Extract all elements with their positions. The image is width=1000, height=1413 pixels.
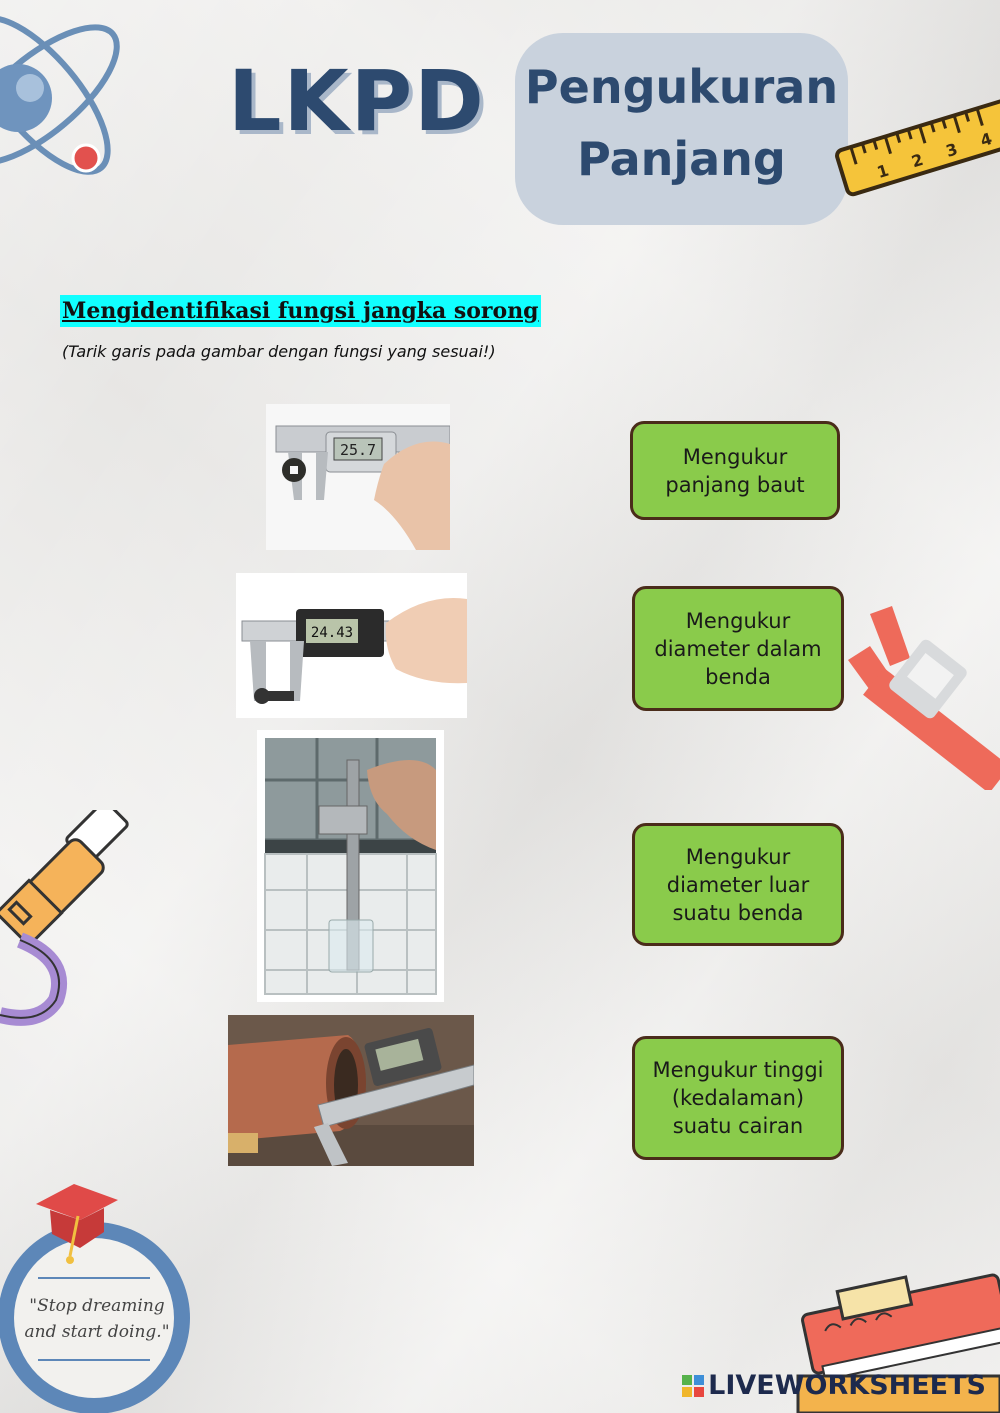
instruction-text: (Tarik garis pada gambar dengan fungsi yang sesuai!) — [62, 342, 496, 361]
ruler-number: 4 — [978, 128, 995, 151]
page-title-line1: Pengukuran — [524, 60, 839, 114]
liveworksheets-logo-icon — [682, 1375, 704, 1397]
section-heading: Mengidentifikasi fungsi jangka sorong — [60, 295, 541, 327]
liveworksheets-brand[interactable] — [682, 1370, 986, 1401]
option-box-diameter-luar[interactable] — [632, 823, 844, 946]
ruler-icon — [832, 88, 1000, 208]
caliper-readout: 24.43 — [310, 625, 354, 641]
option-label: Mengukur panjang baut — [665, 444, 805, 497]
atom-icon — [0, 0, 150, 240]
caliper-decoration-icon — [840, 600, 1000, 790]
ruler-number: 1 — [874, 160, 892, 182]
photo-caliper-bolt[interactable] — [236, 573, 467, 718]
option-box-tinggi-cairan[interactable] — [632, 1036, 844, 1160]
quote-text: "Stop dreaming and start doing." — [24, 1296, 170, 1342]
option-label: Mengukur diameter luar suatu benda — [666, 844, 810, 925]
photo-caliper-depth[interactable] — [257, 730, 444, 1002]
ruler-number: 3 — [943, 139, 960, 161]
option-box-diameter-dalam[interactable] — [632, 586, 844, 711]
ruler-number: 2 — [909, 149, 926, 172]
photo-caliper-coin[interactable] — [266, 404, 450, 550]
option-label: Mengukur diameter dalam benda — [654, 608, 822, 689]
quote-badge-icon — [0, 1170, 200, 1413]
brand-text: LIVEWORKSHEETS — [708, 1370, 986, 1401]
usb-plug-icon — [0, 810, 135, 1030]
option-label: Mengukur tinggi (kedalaman) suatu cairan — [652, 1058, 824, 1138]
lkpd-title: LKPD — [228, 52, 486, 150]
page-title-line2: Panjang — [577, 132, 786, 186]
option-box-panjang-baut[interactable] — [630, 421, 840, 520]
caliper-readout: 25.7 — [339, 441, 377, 459]
photo-caliper-pipe[interactable] — [228, 1015, 474, 1166]
